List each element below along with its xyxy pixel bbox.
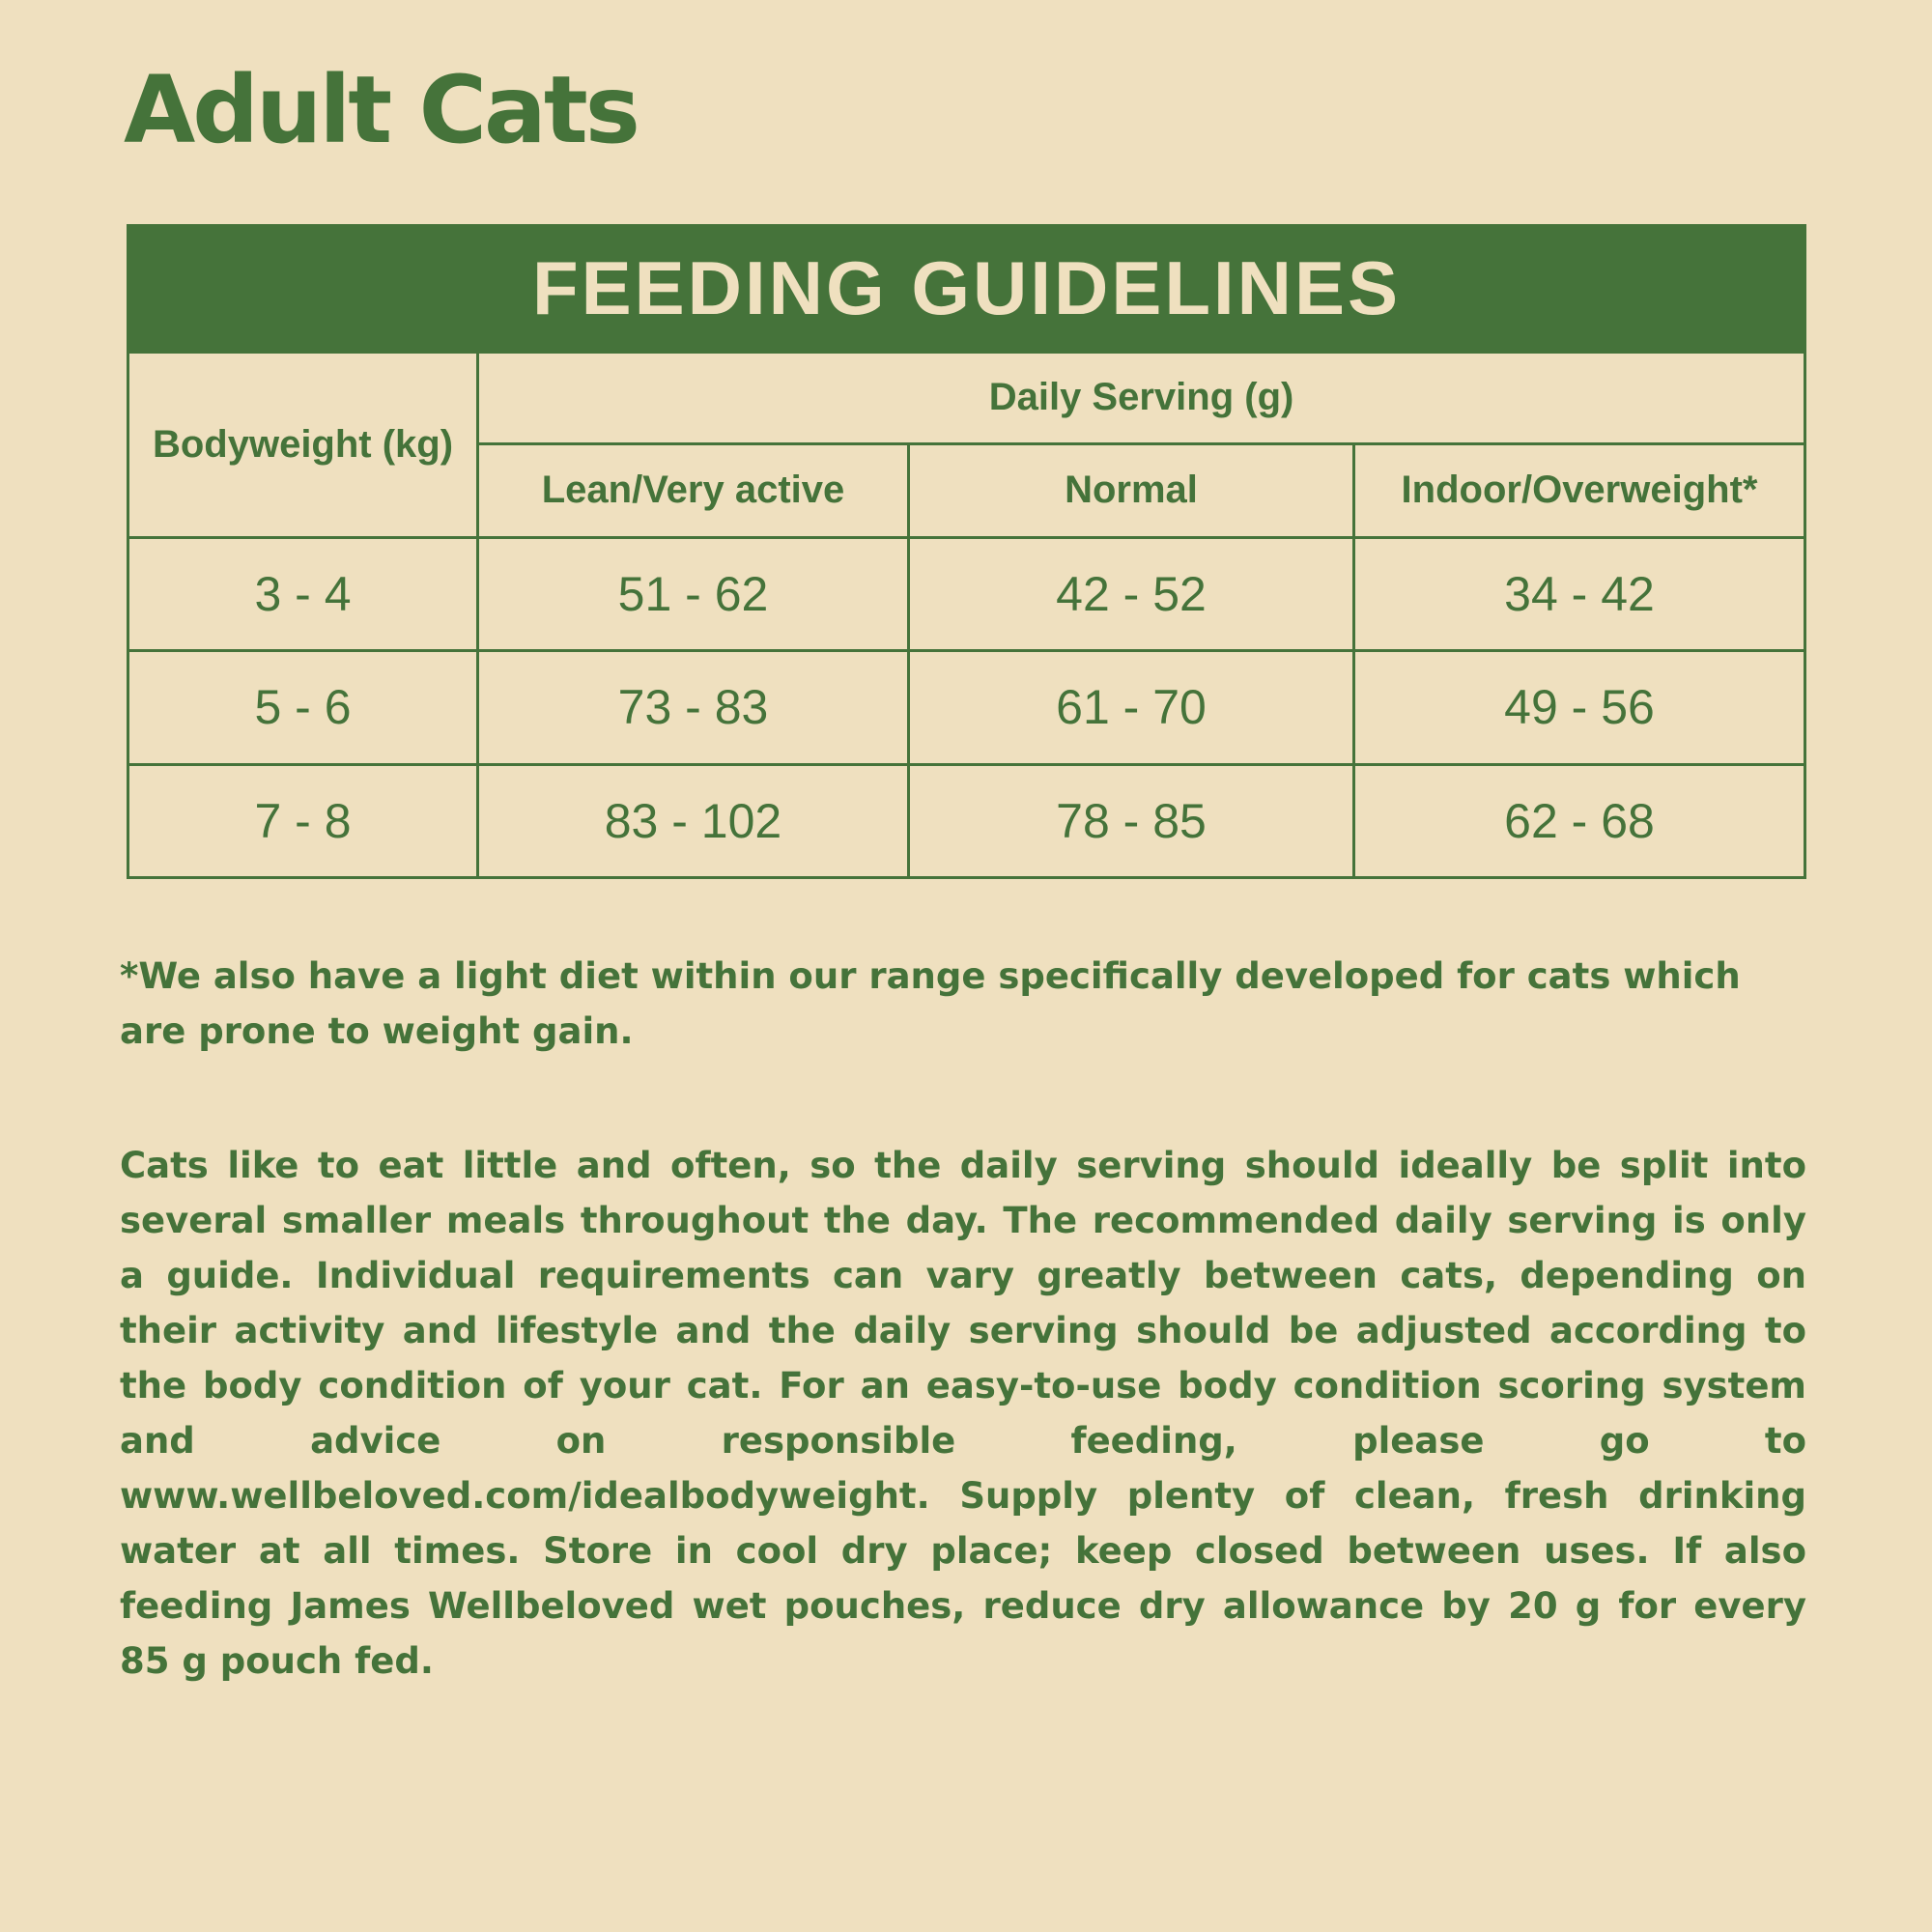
bodyweight-header: Bodyweight (kg) [128, 352, 478, 537]
lean-serving-cell: 51 - 62 [478, 537, 909, 650]
table-banner: FEEDING GUIDELINES [128, 226, 1805, 353]
table-banner-row [128, 226, 1805, 353]
indoor-serving-cell: 49 - 56 [1354, 651, 1805, 764]
table-row [128, 764, 1805, 877]
page-title: Adult Cats [124, 56, 638, 164]
column-header-normal: Normal [909, 443, 1354, 537]
normal-serving-cell: 42 - 52 [909, 537, 1354, 650]
indoor-serving-cell: 34 - 42 [1354, 537, 1805, 650]
indoor-serving-cell: 62 - 68 [1354, 764, 1805, 877]
daily-serving-header: Daily Serving (g) [478, 352, 1805, 443]
bodyweight-cell: 5 - 6 [128, 651, 478, 764]
lean-serving-cell: 83 - 102 [478, 764, 909, 877]
footnote: *We also have a light diet within our range specifically developed for cats which are prone to weight gain. [120, 955, 1741, 1052]
column-header-indoor: Indoor/Overweight* [1354, 443, 1805, 537]
feeding-guidelines-table [127, 224, 1806, 879]
bodyweight-cell: 7 - 8 [128, 764, 478, 877]
normal-serving-cell: 78 - 85 [909, 764, 1354, 877]
normal-serving-cell: 61 - 70 [909, 651, 1354, 764]
table-row [128, 651, 1805, 764]
table-row [128, 537, 1805, 650]
column-header-lean: Lean/Very active [478, 443, 909, 537]
table-header-row [128, 352, 1805, 443]
feeding-advice-paragraph: Cats like to eat little and often, so the daily serving should ideally be split into several smaller meals throughout the day. The recommended daily serving is only a guide. Individual requirements can vary greatly between cats, depending on their activity and lifestyle and the daily serving should be adjusted according to the body condition of your cat. For an easy-to-use body condition scoring system and advice on responsible feeding, please go to www.wellbeloved.com/idealbodyweight. Supply plenty of clean, fresh drinking water at all times. Store in cool dry place; keep closed between uses. If also feeding James Wellbeloved wet pouches, reduce dry allowance by 20 g for every 85 g pouch fed. [120, 1145, 1806, 1682]
lean-serving-cell: 73 - 83 [478, 651, 909, 764]
bodyweight-cell: 3 - 4 [128, 537, 478, 650]
